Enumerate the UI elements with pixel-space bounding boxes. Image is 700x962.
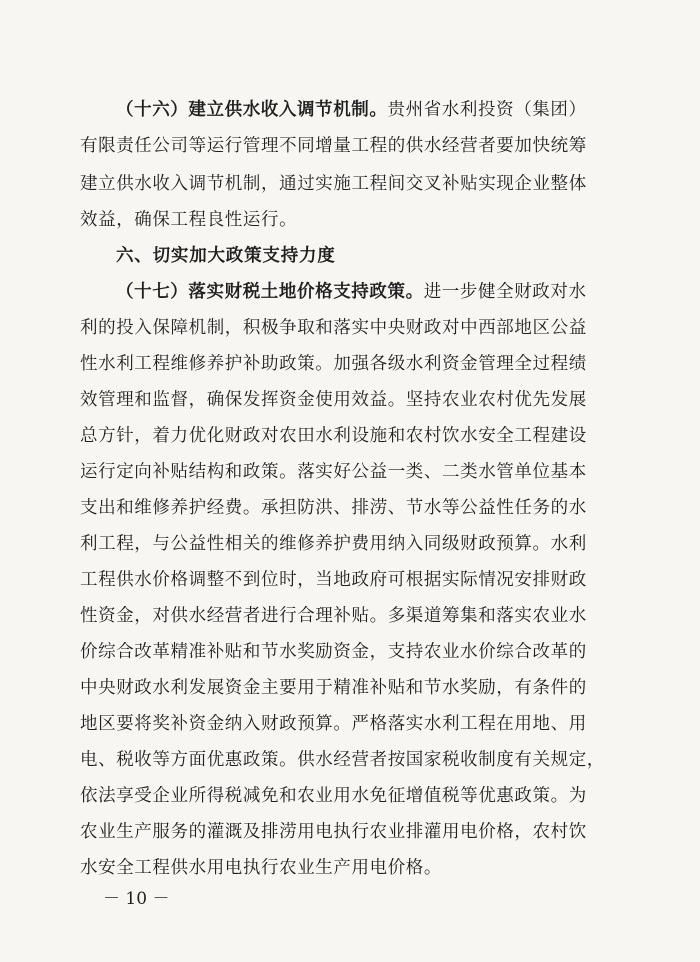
p17-lead: （十七）落实财税土地价格支持政策。 — [116, 282, 424, 302]
p16-line-1-rest: 贵州省水利投资（集团） — [387, 100, 587, 120]
p17-line: 总方针，着力优化财政对农田水利设施和农村饮水安全工程建设 — [80, 426, 587, 446]
p17-line: 利的投入保障机制，积极争取和落实中央财政对中西部地区公益 — [80, 318, 587, 338]
p17-line: 性资金，对供水经营者进行合理补贴。多渠道筹集和落实农业水 — [80, 606, 587, 626]
p17-line: 地区要将奖补资金纳入财政预算。严格落实水利工程在用地、用 — [80, 714, 587, 734]
p17-line: 运行定向补贴结构和政策。落实好公益一类、二类水管单位基本 — [80, 462, 587, 482]
p17-line: 效管理和监督，确保发挥资金使用效益。坚持农业农村优先发展 — [80, 390, 587, 410]
p17-line: 电、税收等方面优惠政策。供水经营者按国家税收制度有关规定， — [80, 750, 605, 770]
p17-line-1-rest: 进一步健全财政对水 — [423, 282, 587, 302]
p16-line-4: 效益，确保工程良性运行。 — [80, 210, 298, 230]
p17-line: 工程供水价格调整不到位时，当地政府可根据实际情况安排财政 — [80, 570, 587, 590]
p17-line: 价综合改革精准补贴和节水奖励资金，支持农业水价综合改革的 — [80, 642, 587, 662]
p17-line: 利工程，与公益性相关的维修养护费用纳入同级财政预算。水利 — [80, 534, 587, 554]
p17-line: 农业生产服务的灌溉及排涝用电执行农业排灌用电价格，农村饮 — [80, 822, 587, 842]
p16-line-1 — [116, 98, 620, 122]
p17-line: 依法享受企业所得税减免和农业用水免征增值税等优惠政策。为 — [80, 786, 587, 806]
p16-line-3: 建立供水收入调节机制，通过实施工程间交叉补贴实现企业整体 — [80, 174, 587, 194]
p17-line: 中央财政水利发展资金主要用于精准补贴和节水奖励，有条件的 — [80, 678, 587, 698]
page-number: － 10 － — [103, 889, 170, 909]
p17-line: 水安全工程供水用电执行农业生产用电价格。 — [80, 858, 442, 878]
p16-lead: （十六）建立供水收入调节机制。 — [116, 100, 388, 120]
section-6-heading: 六、切实加大政策支持力度 — [116, 246, 336, 266]
p16-line-2: 有限责任公司等运行管理不同增量工程的供水经营者要加快统筹 — [80, 136, 587, 156]
p17-line: 性水利工程维修养护补助政策。加强各级水利资金管理全过程绩 — [80, 354, 587, 374]
p17-line-1 — [116, 280, 620, 304]
p17-line: 支出和维修养护经费。承担防洪、排涝、节水等公益性任务的水 — [80, 498, 587, 518]
